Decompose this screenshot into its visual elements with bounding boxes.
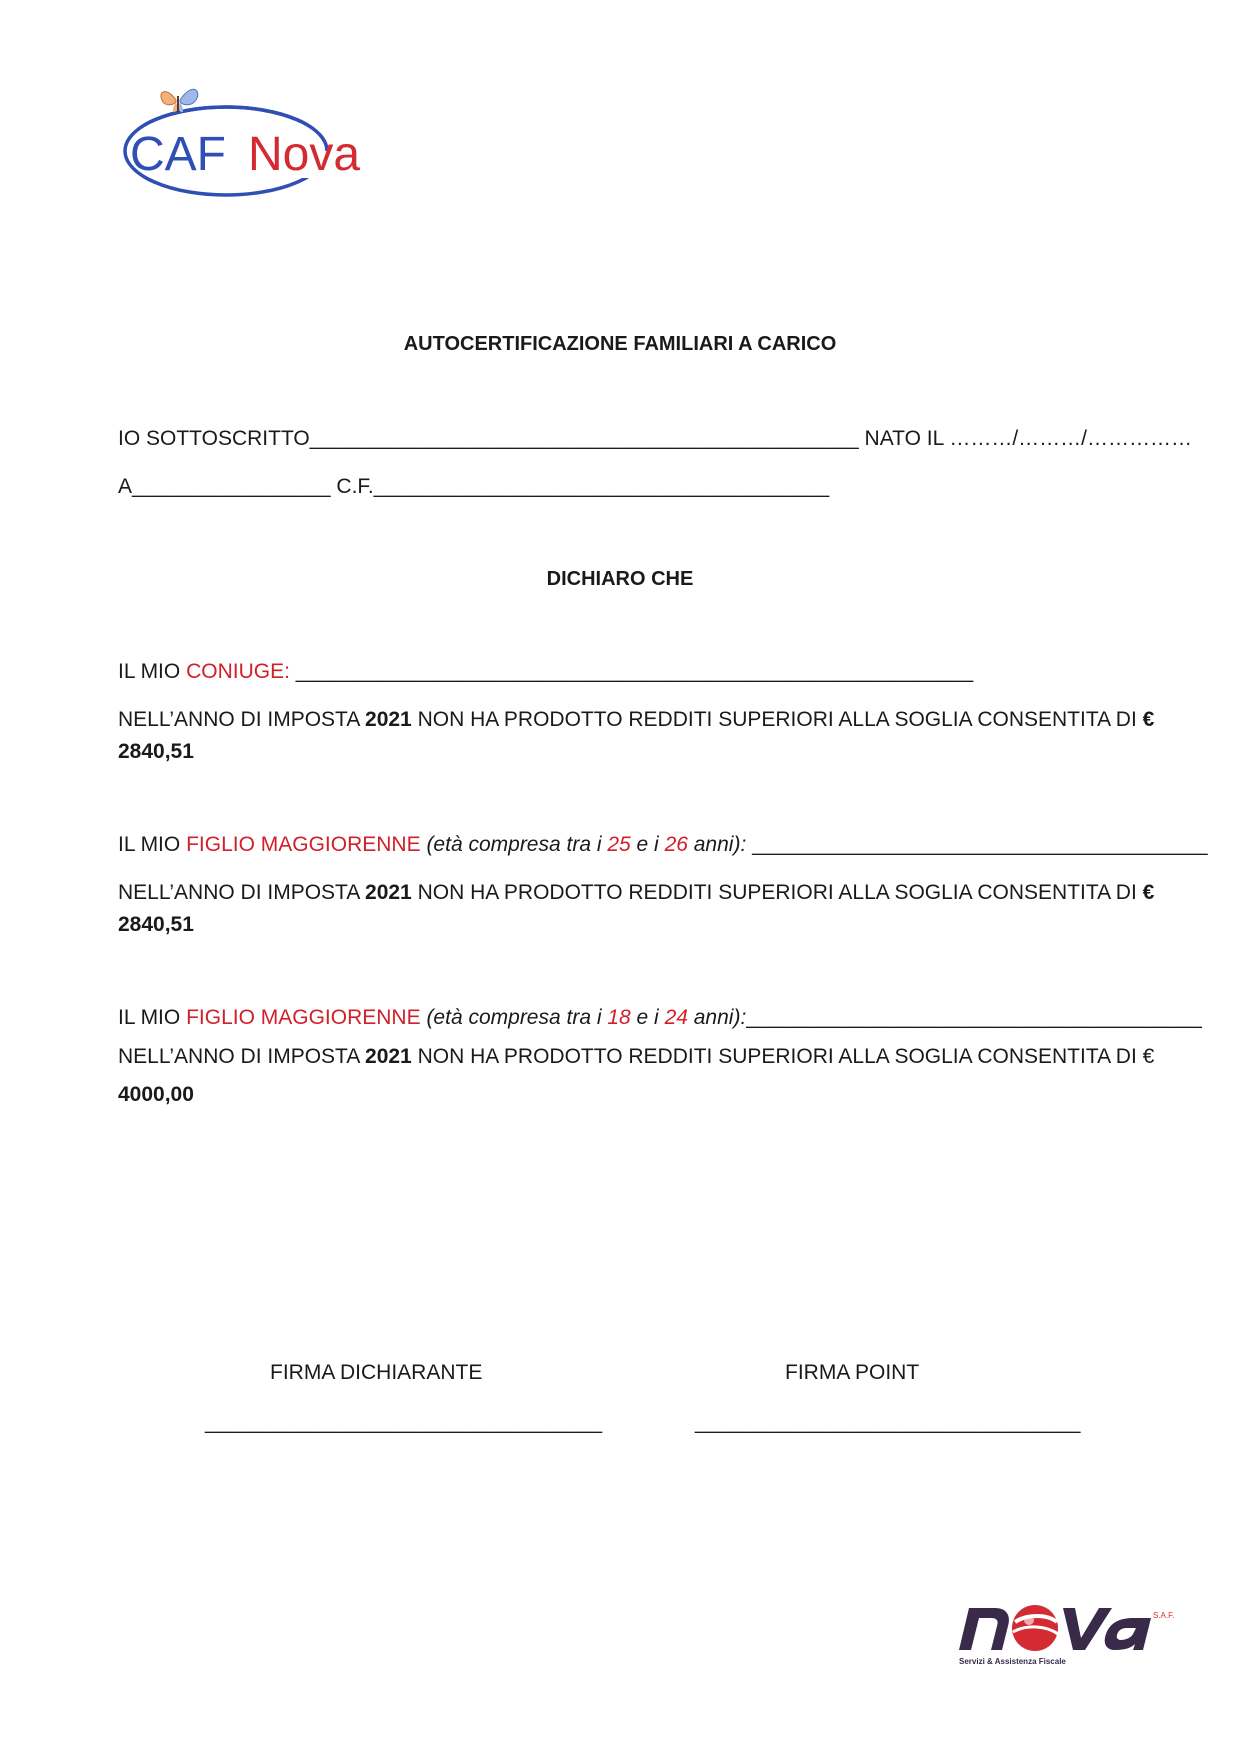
logo-letter-a: [1105, 1618, 1151, 1650]
birth-date-field[interactable]: ………/………/……………: [949, 427, 1193, 450]
currency-symbol: €: [1142, 1045, 1155, 1068]
child-18-24-line: [118, 1005, 1202, 1031]
spouse-threshold-amount: 2840,51: [118, 740, 194, 763]
spouse-name-field[interactable]: __________________________________________________________: [295, 660, 974, 683]
age-to: 26: [664, 833, 688, 856]
currency-symbol: €: [1142, 881, 1155, 904]
child-subject: FIGLIO MAGGIORENNE: [186, 1006, 421, 1029]
logo-letter-v: [1063, 1608, 1112, 1650]
signature-point-label: FIRMA POINT: [785, 1361, 920, 1384]
age-text: anni):: [687, 833, 753, 856]
declarant-line-2: [118, 474, 829, 500]
child-name-field[interactable]: _______________________________________: [746, 1006, 1202, 1029]
statement-text: NELL’ANNO DI IMPOSTA: [118, 881, 366, 904]
logo-saf-badge: S.A.F.: [1153, 1611, 1175, 1620]
nova-saf-logo: [955, 1588, 1185, 1670]
logo-caf-text: CAF: [130, 128, 226, 181]
statement-text: NON HA PRODOTTO REDDITI SUPERIORI ALLA SOGLIA CONSENTITA DI: [411, 708, 1143, 731]
tax-year: 2021: [365, 1045, 412, 1068]
signature-declarant-line[interactable]: __________________________________: [205, 1411, 603, 1434]
child-lead: IL MIO: [118, 833, 187, 856]
declarant-line-1: [118, 426, 1192, 452]
child-subject: FIGLIO MAGGIORENNE: [186, 833, 421, 856]
child-name-field[interactable]: _______________________________________: [752, 833, 1208, 856]
statement-text: NON HA PRODOTTO REDDITI SUPERIORI ALLA SOGLIA CONSENTITA DI: [411, 881, 1143, 904]
spouse-statement: [118, 707, 1154, 733]
tax-year: 2021: [365, 881, 412, 904]
logo-nova-text: Nova: [248, 128, 361, 181]
signature-point-line[interactable]: _________________________________: [695, 1411, 1081, 1434]
birthplace-label: A: [118, 475, 133, 498]
caf-nova-logo: [118, 78, 408, 203]
document-title: AUTOCERTIFICAZIONE FAMILIARI A CARICO: [403, 333, 837, 355]
child-25-26-threshold-amount: 2840,51: [118, 913, 194, 936]
signature-declarant-label: FIRMA DICHIARANTE: [270, 1361, 483, 1384]
logo-tagline: Servizi & Assistenza Fiscale: [959, 1657, 1066, 1666]
logo-letter-n: [959, 1608, 1009, 1650]
tax-year: 2021: [365, 708, 412, 731]
statement-text: NON HA PRODOTTO REDDITI SUPERIORI ALLA SOGLIA CONSENTITA DI: [411, 1045, 1143, 1068]
spouse-line: [118, 659, 973, 685]
currency-symbol: €: [1142, 708, 1155, 731]
age-text: anni):: [687, 1006, 747, 1029]
child-25-26-line: [118, 832, 1208, 858]
tax-code-field[interactable]: _______________________________________: [373, 475, 830, 498]
tax-code-label: C.F.: [336, 475, 374, 498]
child-25-26-statement: [118, 880, 1154, 906]
child-18-24-threshold-amount: 4000,00: [118, 1083, 194, 1106]
age-from: 25: [607, 833, 631, 856]
birth-date-label: NATO IL: [864, 427, 944, 450]
child-18-24-statement: [118, 1044, 1154, 1070]
spouse-subject: CONIUGE:: [186, 660, 290, 683]
birthplace-field[interactable]: _________________: [132, 475, 331, 498]
child-lead: IL MIO: [118, 1006, 187, 1029]
age-from: 18: [607, 1006, 631, 1029]
statement-text: NELL’ANNO DI IMPOSTA: [118, 708, 366, 731]
age-text: (età compresa tra i: [420, 833, 608, 856]
statement-text: NELL’ANNO DI IMPOSTA: [118, 1045, 366, 1068]
declarant-name-field[interactable]: _______________________________________________: [309, 427, 859, 450]
age-text: (età compresa tra i: [420, 1006, 608, 1029]
declarant-name-label: IO SOTTOSCRITTO: [118, 427, 310, 450]
spouse-lead: IL MIO: [118, 660, 187, 683]
age-to: 24: [664, 1006, 688, 1029]
declare-heading: DICHIARO CHE: [546, 568, 694, 590]
age-text: e i: [630, 833, 665, 856]
age-text: e i: [630, 1006, 665, 1029]
